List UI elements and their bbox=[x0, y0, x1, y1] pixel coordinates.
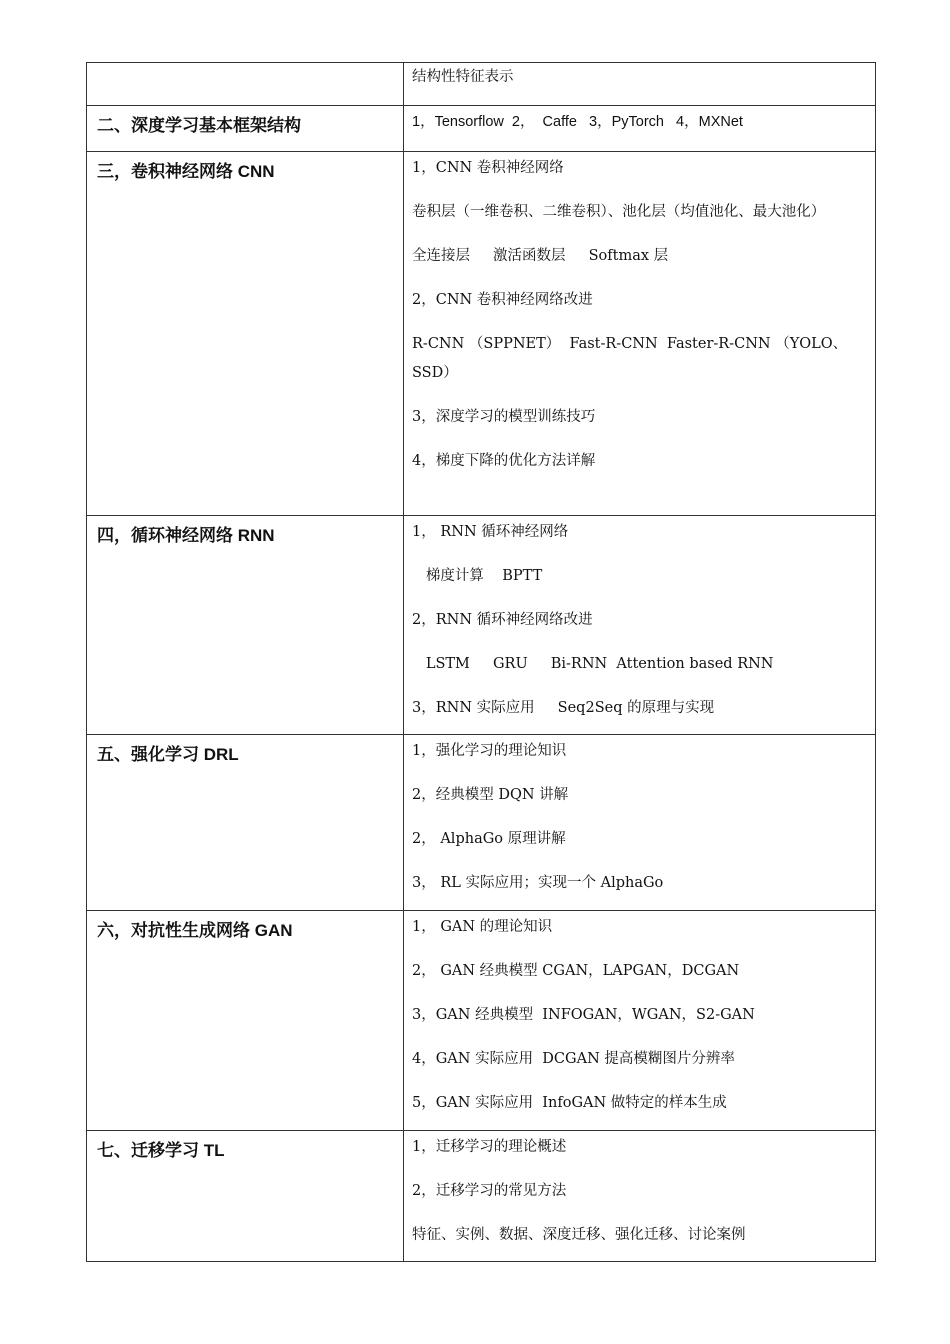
content-line: 3，RNN 实际应用 Seq2Seq 的原理与实现 bbox=[412, 700, 715, 716]
topic-title: 七、迁移学习 TL bbox=[97, 1141, 225, 1160]
content-line: 2，迁移学习的常见方法 bbox=[412, 1183, 567, 1199]
topic-cell bbox=[87, 911, 404, 1131]
content-line: 1， GAN 的理论知识 bbox=[412, 919, 553, 935]
content-line: 梯度计算 BPTT bbox=[412, 568, 543, 584]
content-line: 3， RL 实际应用；实现一个 AlphaGo bbox=[412, 875, 664, 891]
content-cell bbox=[404, 152, 876, 516]
content-line: 卷积层（一维卷积、二维卷积）、池化层（均值池化、最大池化） bbox=[412, 204, 826, 220]
content-line: 结构性特征表示 bbox=[412, 69, 514, 85]
content-line: 2，RNN 循环神经网络改进 bbox=[412, 612, 593, 628]
topic-title: 六，对抗性生成网络 GAN bbox=[97, 921, 293, 940]
content-line: R-CNN （SPPNET） Fast-R-CNN Faster-R-CNN （YOLO、SSD） bbox=[412, 336, 848, 381]
content-cell bbox=[404, 735, 876, 911]
content-line: 2，经典模型 DQN 讲解 bbox=[412, 787, 569, 803]
content-line: 1，Tensorflow 2， Caffe 3，PyTorch 4，MXNet bbox=[412, 114, 743, 130]
topic-title bbox=[87, 63, 403, 71]
content-line: 1，强化学习的理论知识 bbox=[412, 743, 567, 759]
content-line: 全连接层 激活函数层 Softmax 层 bbox=[412, 248, 669, 264]
content-line: 1，CNN 卷积神经网络 bbox=[412, 160, 564, 176]
content-cell bbox=[404, 911, 876, 1131]
content-line: 2， AlphaGo 原理讲解 bbox=[412, 831, 566, 847]
topic-cell bbox=[87, 152, 404, 516]
table-row bbox=[87, 106, 876, 152]
content-line: 4，梯度下降的优化方法详解 bbox=[412, 453, 596, 469]
topic-title: 五、强化学习 DRL bbox=[97, 745, 239, 764]
content-line: 3，GAN 经典模型 INFOGAN，WGAN，S2-GAN bbox=[412, 1007, 755, 1023]
table-row bbox=[87, 911, 876, 1131]
topic-cell bbox=[87, 1131, 404, 1262]
table-row bbox=[87, 63, 876, 106]
content-line: 4，GAN 实际应用 DCGAN 提高模糊图片分辨率 bbox=[412, 1051, 735, 1067]
content-line: 2， GAN 经典模型 CGAN，LAPGAN，DCGAN bbox=[412, 963, 740, 979]
content-line: 特征、实例、数据、深度迁移、强化迁移、讨论案例 bbox=[412, 1227, 746, 1243]
table-row bbox=[87, 516, 876, 735]
course-outline-table bbox=[86, 62, 876, 1262]
topic-title: 三，卷积神经网络 CNN bbox=[97, 162, 275, 181]
table-row bbox=[87, 1131, 876, 1262]
content-line: 1， RNN 循环神经网络 bbox=[412, 524, 569, 540]
content-line: LSTM GRU Bi-RNN Attention based RNN bbox=[412, 656, 774, 672]
topic-cell bbox=[87, 63, 404, 106]
content-cell bbox=[404, 63, 876, 106]
topic-title: 四，循环神经网络 RNN bbox=[97, 526, 275, 545]
table-row bbox=[87, 152, 876, 516]
topic-cell bbox=[87, 106, 404, 152]
table-row bbox=[87, 735, 876, 911]
topic-cell bbox=[87, 735, 404, 911]
topic-cell bbox=[87, 516, 404, 735]
content-line: 5，GAN 实际应用 InfoGAN 做特定的样本生成 bbox=[412, 1095, 727, 1111]
content-cell bbox=[404, 106, 876, 152]
content-line: 2，CNN 卷积神经网络改进 bbox=[412, 292, 593, 308]
content-line: 1，迁移学习的理论概述 bbox=[412, 1139, 567, 1155]
content-cell bbox=[404, 516, 876, 735]
content-line: 3，深度学习的模型训练技巧 bbox=[412, 409, 596, 425]
content-cell bbox=[404, 1131, 876, 1262]
topic-title: 二、深度学习基本框架结构 bbox=[97, 116, 301, 135]
